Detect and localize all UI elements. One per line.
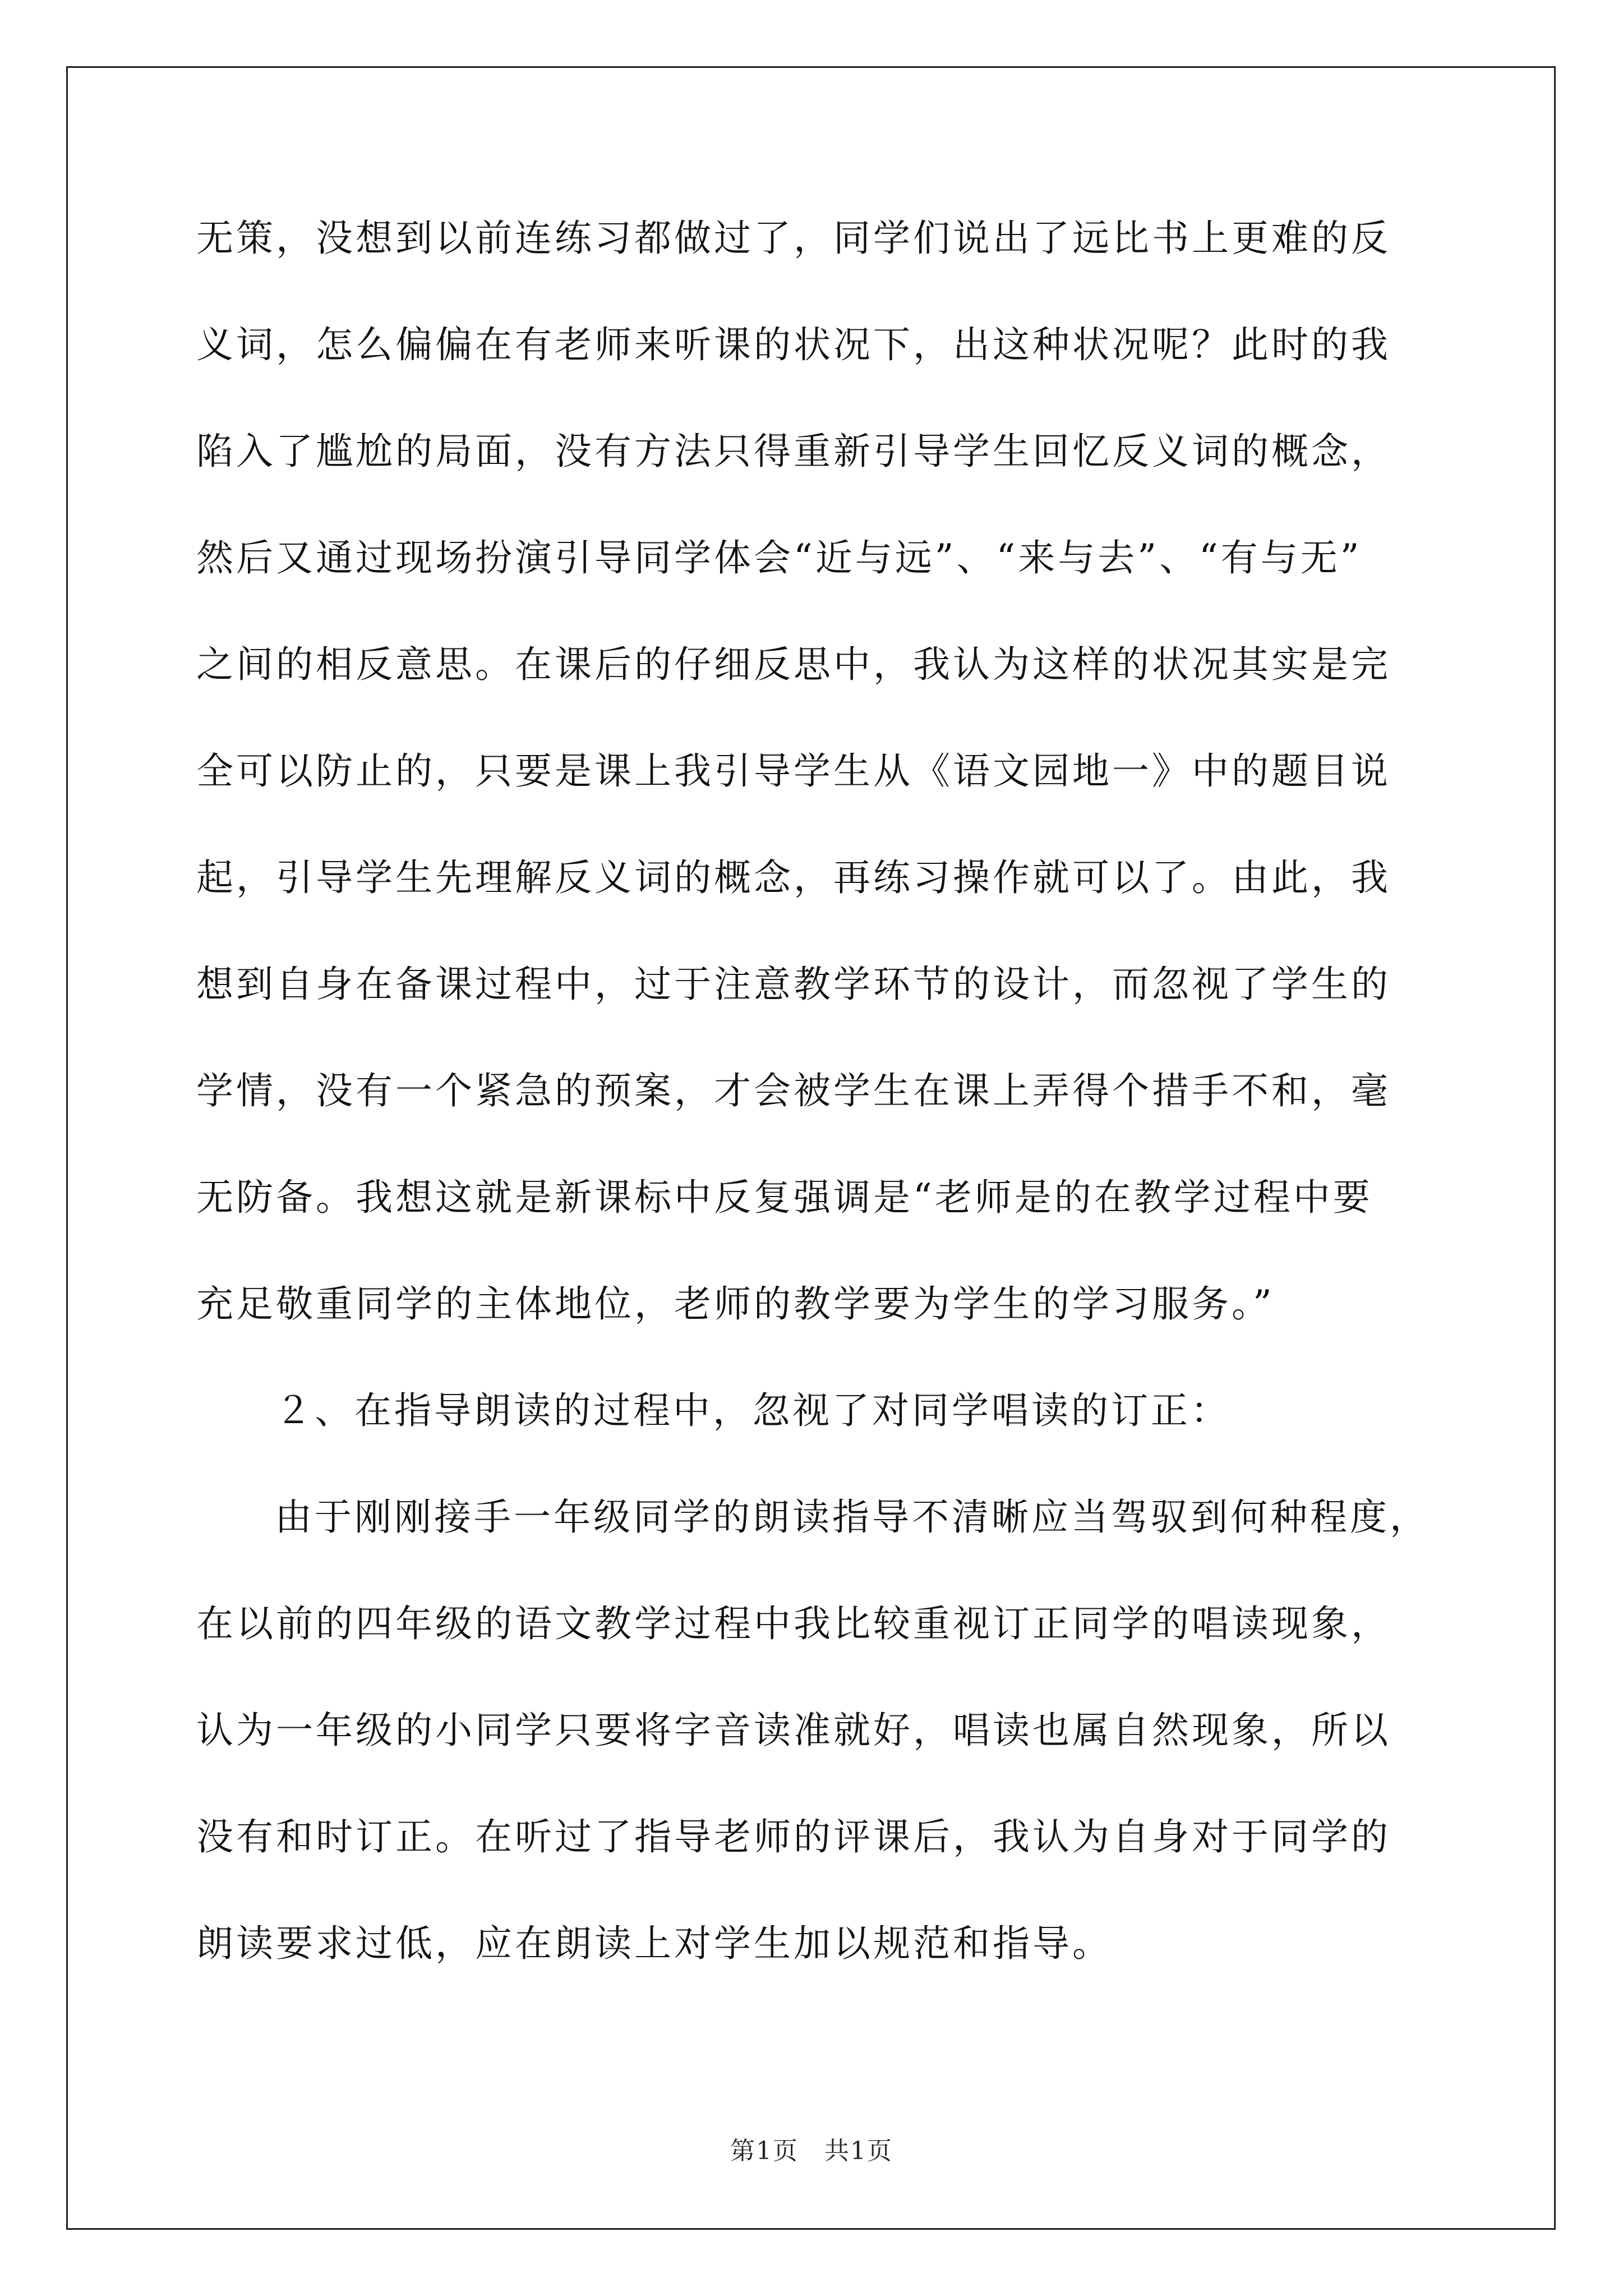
text-line: 没有和时订正。在听过了指导老师的评课后，我认为自身对于同学的 <box>196 1815 1391 1858</box>
text-line: 由于刚刚接手一年级同学的朗读指导不清晰应当驾驭到何种程度， <box>275 1496 1430 1539</box>
text-line: 起，引导学生先理解反义词的概念，再练习操作就可以了。由此，我 <box>196 856 1391 899</box>
section-heading: ２、在指导朗读的过程中，忽视了对同学唱读的订正： <box>275 1389 1230 1432</box>
text-line: 之间的相反意思。在课后的仔细反思中，我认为这样的状况其实是完 <box>196 643 1391 686</box>
text-line: 陷入了尴尬的局面，没有方法只得重新引导学生回忆反义词的概念， <box>196 430 1391 473</box>
text-line: 朗读要求过低，应在朗读上对学生加以规范和指导。 <box>196 1922 1112 1965</box>
text-line: 想到自身在备课过程中，过于注意教学环节的设计，而忽视了学生的 <box>196 963 1391 1006</box>
text-line: 然后又通过现场扮演引导同学体会“近与远”、“来与去”、“有与无” <box>196 536 1362 579</box>
text-line: 义词，怎么偏偏在有老师来听课的状况下，出这种状况呢？此时的我 <box>196 323 1391 366</box>
document-body <box>196 205 1430 2017</box>
text-line: 学情，没有一个紧急的预案，才会被学生在课上弄得个措手不和，毫 <box>196 1069 1391 1112</box>
text-line: 无防备。我想这就是新课标中反复强调是“老师是的在教学过程中要 <box>196 1176 1373 1219</box>
text-line: 全可以防止的，只要是课上我引导学生从《语文园地一》中的题目说 <box>196 749 1391 793</box>
text-line: 在以前的四年级的语文教学过程中我比较重视订正同学的唱读现象， <box>196 1602 1391 1645</box>
text-line: 充足敬重同学的主体地位，老师的教学要为学生的学习服务。” <box>196 1282 1275 1326</box>
text-line: 认为一年级的小同学只要将字音读准就好，唱读也属自然现象，所以 <box>196 1709 1391 1752</box>
text-line: 无策，没想到以前连练习都做过了，同学们说出了远比书上更难的反 <box>196 217 1391 260</box>
page-number-footer: 第1页 共1页 <box>730 2137 893 2165</box>
